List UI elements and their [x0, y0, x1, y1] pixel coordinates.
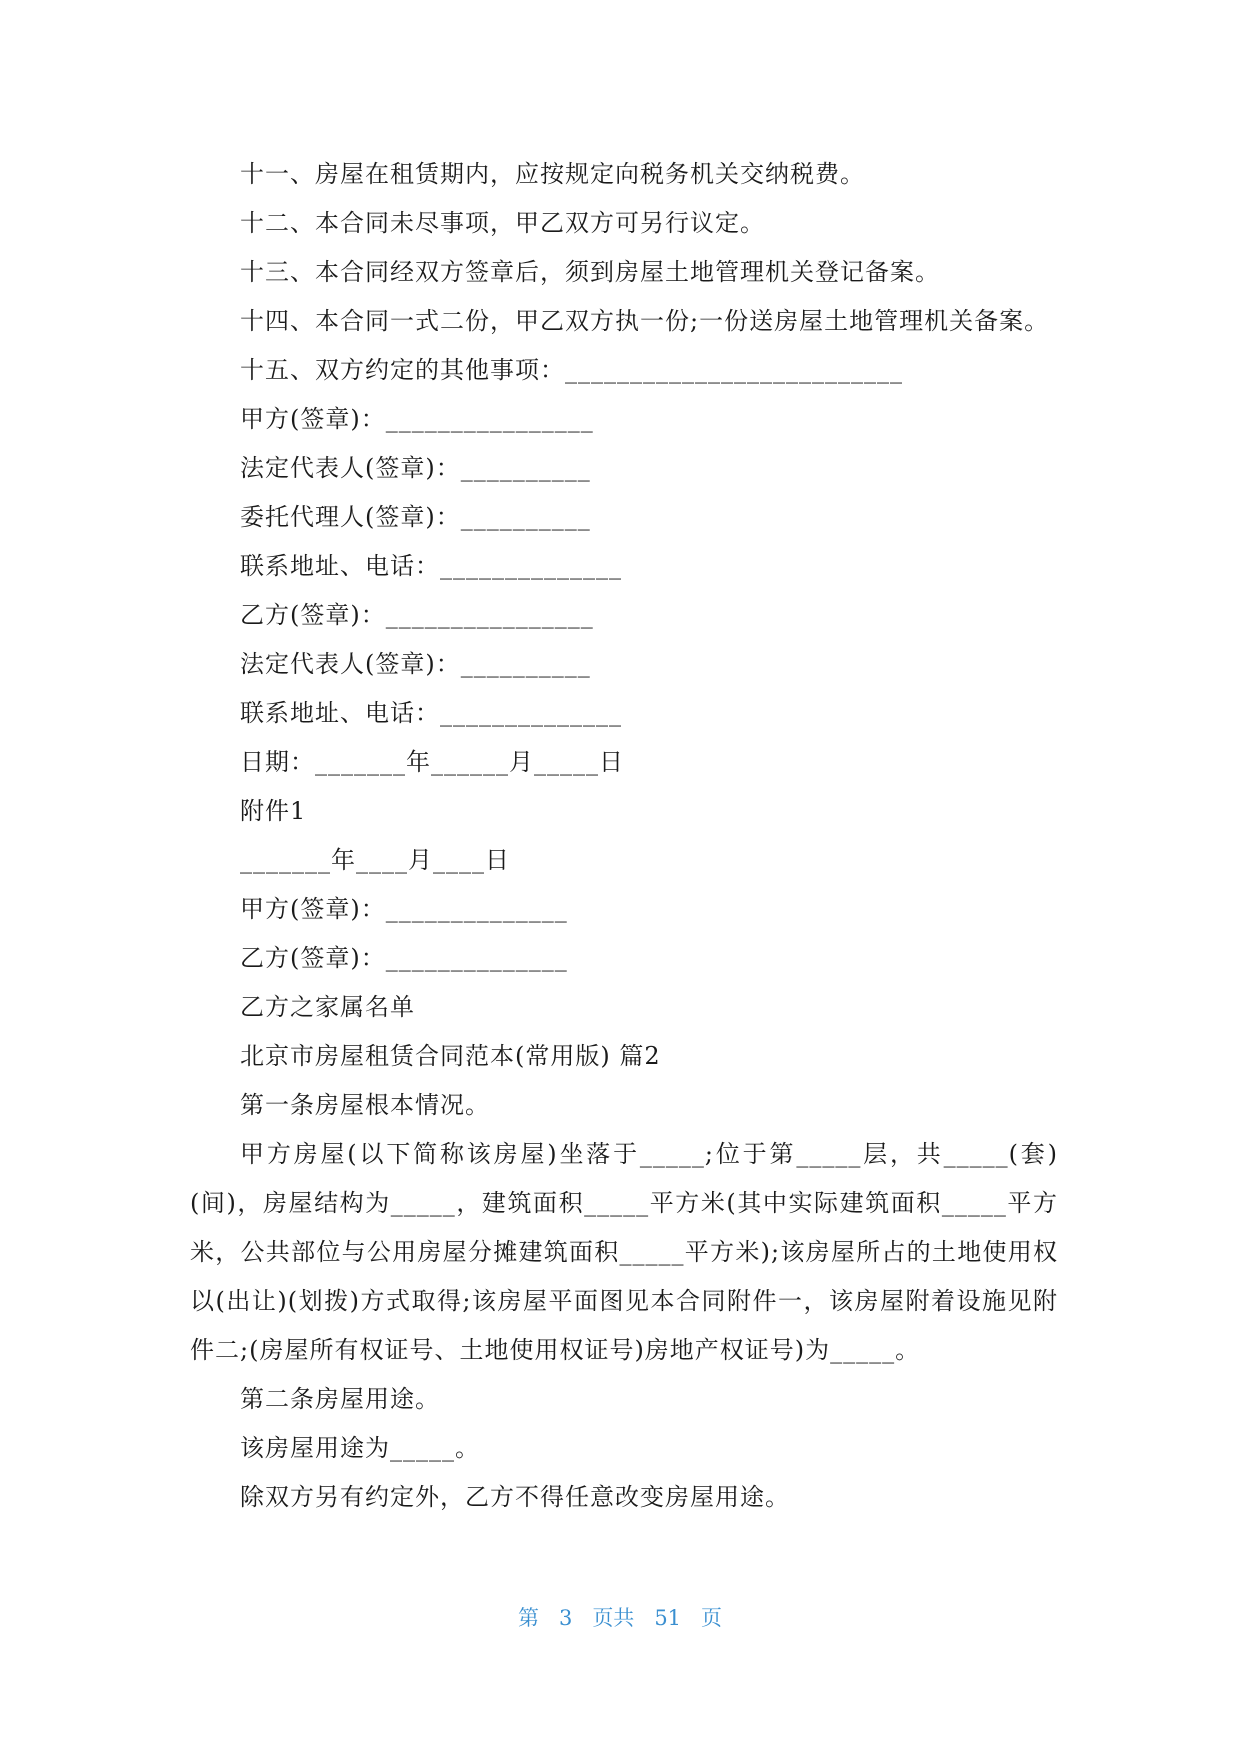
- document-body: [190, 150, 1058, 1522]
- attachment-date: _______年____月____日: [240, 846, 510, 874]
- footer-suffix: 页: [701, 1606, 723, 1630]
- family-list-heading: 乙方之家属名单: [240, 993, 415, 1021]
- footer-middle: 页共: [592, 1606, 635, 1630]
- article-1-paragraph: 甲方房屋(以下简称该房屋)坐落于_____;位于第_____层，共_____(套)(间)，房屋结构为_____，建筑面积_____平方米(其中实际建筑面积_____平方米，公共部位与公用房屋分摊建筑面积_____平方米);该房屋所占的土地使用权以(出让)(划拨)方式取得;该房屋平面图见本合同附件一，该房屋附着设施见附件二;(房屋所有权证号、土地使用权证号)房地产权证号)为_____。: [190, 1140, 1058, 1364]
- clause-15: 十五、双方约定的其他事项：__________________________: [240, 356, 903, 384]
- party-b-legal-rep: 法定代表人(签章)：__________: [240, 650, 591, 678]
- attachment-party-a-signature: 甲方(签章)：______________: [240, 895, 568, 923]
- clause-11: 十一、房屋在租赁期内，应按规定向税务机关交纳税费。: [240, 160, 865, 188]
- total-pages-number: 51: [654, 1606, 682, 1630]
- article-2-restriction: 除双方另有约定外，乙方不得任意改变房屋用途。: [240, 1483, 790, 1511]
- footer-prefix: 第: [517, 1606, 539, 1630]
- party-a-signature: 甲方(签章)：________________: [240, 405, 594, 433]
- article-2-heading: 第二条房屋用途。: [240, 1385, 440, 1413]
- party-b-contact: 联系地址、电话：______________: [240, 699, 622, 727]
- party-b-signature: 乙方(签章)：________________: [240, 601, 594, 629]
- signing-date: 日期：_______年______月_____日: [240, 748, 624, 776]
- party-a-contact: 联系地址、电话：______________: [240, 552, 622, 580]
- attachment-1-heading: 附件1: [240, 797, 307, 825]
- contract-title: 北京市房屋租赁合同范本(常用版) 篇2: [240, 1042, 661, 1070]
- page-footer: [0, 1602, 1240, 1632]
- clause-13: 十三、本合同经双方签章后，须到房屋土地管理机关登记备案。: [240, 258, 940, 286]
- current-page-number: 3: [558, 1606, 573, 1630]
- attachment-party-b-signature: 乙方(签章)：______________: [240, 944, 568, 972]
- article-1-heading: 第一条房屋根本情况。: [240, 1091, 490, 1119]
- article-2-usage: 该房屋用途为_____。: [240, 1434, 480, 1462]
- clause-12: 十二、本合同未尽事项，甲乙双方可另行议定。: [240, 209, 765, 237]
- clause-14: 十四、本合同一式二份，甲乙双方执一份;一份送房屋土地管理机关备案。: [240, 307, 1050, 335]
- party-a-legal-rep: 法定代表人(签章)：__________: [240, 454, 591, 482]
- party-a-agent: 委托代理人(签章)：__________: [240, 503, 591, 531]
